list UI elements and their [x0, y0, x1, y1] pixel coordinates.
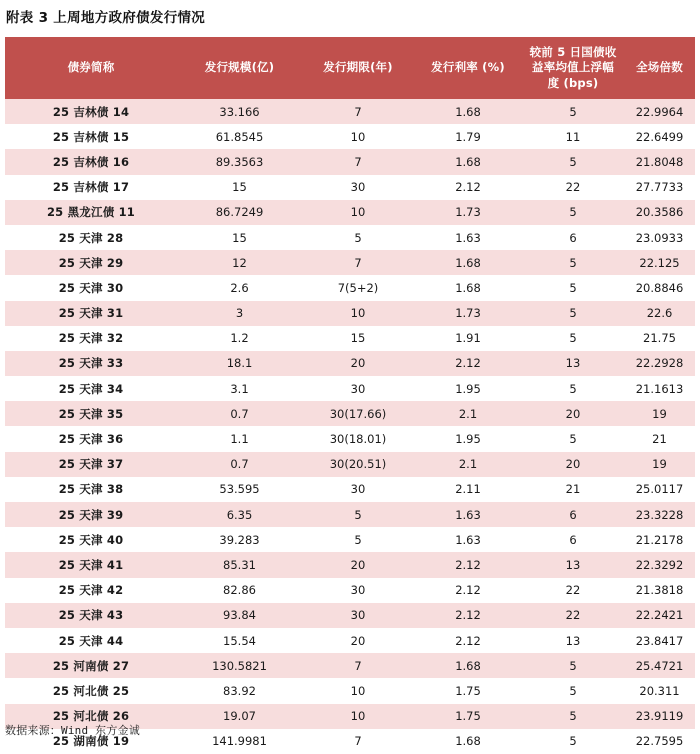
cell-spread: 5 [522, 704, 624, 729]
bond-issuance-table [5, 37, 695, 754]
cell-name: 25 天津 42 [5, 578, 177, 603]
cell-spread: 6 [522, 502, 624, 527]
cell-term: 10 [302, 200, 414, 225]
table-row [5, 149, 695, 174]
table-row [5, 578, 695, 603]
source-note [5, 722, 140, 738]
table-row [5, 678, 695, 703]
cell-spread: 5 [522, 376, 624, 401]
cell-scale: 89.3563 [177, 149, 302, 174]
column-header-line: 债券简称 [67, 60, 115, 75]
column-header-line: 益率均值上浮幅 [532, 60, 614, 75]
cell-name: 25 天津 34 [5, 376, 177, 401]
table-row [5, 628, 695, 653]
cell-scale: 86.7249 [177, 200, 302, 225]
cell-name: 25 天津 43 [5, 603, 177, 628]
cell-multiple: 21.2178 [624, 527, 695, 552]
cell-scale: 83.92 [177, 678, 302, 703]
cell-multiple: 21 [624, 426, 695, 451]
cell-multiple: 22.2421 [624, 603, 695, 628]
cell-term: 10 [302, 678, 414, 703]
table-row [5, 653, 695, 678]
column-header-line: 较前 5 日国债收 [529, 44, 617, 59]
table-row [5, 225, 695, 250]
cell-name: 25 天津 35 [5, 401, 177, 426]
cell-rate: 2.1 [414, 452, 522, 477]
cell-spread: 5 [522, 326, 624, 351]
cell-scale: 3 [177, 301, 302, 326]
cell-scale: 93.84 [177, 603, 302, 628]
cell-spread: 5 [522, 653, 624, 678]
cell-term: 30 [302, 603, 414, 628]
cell-scale: 39.283 [177, 527, 302, 552]
cell-term: 20 [302, 351, 414, 376]
cell-spread: 5 [522, 149, 624, 174]
cell-multiple: 20.8846 [624, 275, 695, 300]
cell-multiple: 25.0117 [624, 477, 695, 502]
cell-scale: 6.35 [177, 502, 302, 527]
figure-caption: 附表 3 上周地方政府债发行情况 [6, 10, 206, 26]
table-row [5, 250, 695, 275]
cell-rate: 1.68 [414, 653, 522, 678]
cell-spread: 22 [522, 175, 624, 200]
cell-term: 5 [302, 502, 414, 527]
cell-rate: 2.1 [414, 401, 522, 426]
column-header-4 [522, 37, 624, 99]
cell-spread: 20 [522, 452, 624, 477]
column-header-line: 发行期限(年) [323, 60, 393, 75]
cell-term: 7 [302, 149, 414, 174]
cell-term: 30 [302, 175, 414, 200]
cell-multiple: 19 [624, 401, 695, 426]
cell-rate: 1.75 [414, 678, 522, 703]
cell-multiple: 23.8417 [624, 628, 695, 653]
cell-multiple: 22.6 [624, 301, 695, 326]
table-row [5, 552, 695, 577]
cell-spread: 13 [522, 628, 624, 653]
column-header-line: 全场倍数 [636, 60, 683, 75]
cell-scale: 0.7 [177, 401, 302, 426]
cell-spread: 5 [522, 200, 624, 225]
column-header-0 [5, 37, 177, 99]
table-row [5, 426, 695, 451]
cell-term: 30(17.66) [302, 401, 414, 426]
cell-term: 10 [302, 704, 414, 729]
cell-multiple: 22.2928 [624, 351, 695, 376]
table-row [5, 452, 695, 477]
cell-rate: 1.68 [414, 729, 522, 754]
cell-term: 5 [302, 527, 414, 552]
cell-multiple: 21.1613 [624, 376, 695, 401]
cell-scale: 19.07 [177, 704, 302, 729]
cell-term: 20 [302, 552, 414, 577]
column-header-2 [302, 37, 414, 99]
cell-scale: 18.1 [177, 351, 302, 376]
cell-scale: 85.31 [177, 552, 302, 577]
cell-term: 7(5+2) [302, 275, 414, 300]
cell-name: 25 天津 30 [5, 275, 177, 300]
column-header-line: 发行利率 (%) [431, 60, 505, 75]
cell-rate: 1.95 [414, 426, 522, 451]
cell-term: 30 [302, 477, 414, 502]
cell-multiple: 22.125 [624, 250, 695, 275]
cell-multiple: 21.75 [624, 326, 695, 351]
cell-term: 10 [302, 301, 414, 326]
cell-rate: 1.73 [414, 301, 522, 326]
cell-name: 25 河北债 25 [5, 678, 177, 703]
cell-scale: 61.8545 [177, 124, 302, 149]
cell-rate: 2.12 [414, 175, 522, 200]
cell-term: 10 [302, 124, 414, 149]
cell-multiple: 19 [624, 452, 695, 477]
table-row [5, 351, 695, 376]
cell-multiple: 21.8048 [624, 149, 695, 174]
cell-term: 20 [302, 628, 414, 653]
table-row [5, 275, 695, 300]
cell-multiple: 27.7733 [624, 175, 695, 200]
cell-spread: 11 [522, 124, 624, 149]
table-row [5, 326, 695, 351]
cell-name: 25 天津 28 [5, 225, 177, 250]
cell-name: 25 天津 29 [5, 250, 177, 275]
cell-scale: 1.2 [177, 326, 302, 351]
column-header-1 [177, 37, 302, 99]
cell-spread: 5 [522, 729, 624, 754]
cell-scale: 141.9981 [177, 729, 302, 754]
cell-scale: 33.166 [177, 99, 302, 124]
cell-term: 30 [302, 376, 414, 401]
cell-rate: 2.11 [414, 477, 522, 502]
cell-spread: 20 [522, 401, 624, 426]
cell-term: 30(18.01) [302, 426, 414, 451]
column-header-3 [414, 37, 522, 99]
cell-term: 5 [302, 225, 414, 250]
cell-multiple: 22.3292 [624, 552, 695, 577]
cell-multiple: 20.3586 [624, 200, 695, 225]
cell-term: 30(20.51) [302, 452, 414, 477]
table-header-row [5, 37, 695, 99]
cell-multiple: 23.9119 [624, 704, 695, 729]
cell-rate: 1.95 [414, 376, 522, 401]
cell-multiple: 20.311 [624, 678, 695, 703]
cell-spread: 5 [522, 426, 624, 451]
table-header [5, 37, 695, 99]
cell-name: 25 吉林债 14 [5, 99, 177, 124]
table-body [5, 99, 695, 754]
table-row [5, 502, 695, 527]
cell-spread: 5 [522, 275, 624, 300]
cell-rate: 1.68 [414, 250, 522, 275]
cell-term: 7 [302, 729, 414, 754]
table-row [5, 301, 695, 326]
cell-rate: 2.12 [414, 552, 522, 577]
column-header-line: 度 (bps) [547, 75, 599, 90]
source-label: 数据来源： [5, 724, 61, 737]
column-header-line: 发行规模(亿) [204, 60, 275, 75]
cell-name: 25 吉林债 17 [5, 175, 177, 200]
cell-term: 30 [302, 578, 414, 603]
cell-spread: 22 [522, 578, 624, 603]
cell-term: 7 [302, 99, 414, 124]
cell-term: 7 [302, 653, 414, 678]
cell-multiple: 21.3818 [624, 578, 695, 603]
cell-name: 25 天津 40 [5, 527, 177, 552]
cell-name: 25 天津 44 [5, 628, 177, 653]
cell-scale: 15.54 [177, 628, 302, 653]
cell-name: 25 天津 33 [5, 351, 177, 376]
column-header-5 [624, 37, 695, 99]
cell-scale: 15 [177, 175, 302, 200]
table-row [5, 175, 695, 200]
cell-name: 25 湖南债 19 [5, 729, 177, 754]
table-row [5, 527, 695, 552]
cell-rate: 1.63 [414, 527, 522, 552]
cell-scale: 12 [177, 250, 302, 275]
table-row [5, 376, 695, 401]
cell-scale: 15 [177, 225, 302, 250]
cell-scale: 82.86 [177, 578, 302, 603]
cell-rate: 2.12 [414, 603, 522, 628]
cell-name: 25 河南债 27 [5, 653, 177, 678]
cell-name: 25 黑龙江债 11 [5, 200, 177, 225]
cell-name: 25 天津 31 [5, 301, 177, 326]
cell-rate: 1.68 [414, 99, 522, 124]
cell-rate: 2.12 [414, 628, 522, 653]
cell-rate: 1.68 [414, 275, 522, 300]
cell-name: 25 天津 39 [5, 502, 177, 527]
table-row [5, 200, 695, 225]
cell-rate: 1.73 [414, 200, 522, 225]
cell-multiple: 23.3228 [624, 502, 695, 527]
cell-scale: 53.595 [177, 477, 302, 502]
cell-term: 15 [302, 326, 414, 351]
cell-name: 25 吉林债 16 [5, 149, 177, 174]
cell-spread: 21 [522, 477, 624, 502]
cell-rate: 2.12 [414, 578, 522, 603]
cell-multiple: 22.9964 [624, 99, 695, 124]
cell-name: 25 天津 37 [5, 452, 177, 477]
cell-multiple: 22.6499 [624, 124, 695, 149]
cell-spread: 13 [522, 552, 624, 577]
cell-name: 25 天津 38 [5, 477, 177, 502]
table-row [5, 603, 695, 628]
table-row [5, 477, 695, 502]
cell-name: 25 河北债 26 [5, 704, 177, 729]
cell-rate: 2.12 [414, 351, 522, 376]
cell-spread: 5 [522, 99, 624, 124]
cell-spread: 22 [522, 603, 624, 628]
cell-rate: 1.68 [414, 149, 522, 174]
cell-spread: 6 [522, 225, 624, 250]
cell-spread: 6 [522, 527, 624, 552]
cell-name: 25 吉林债 15 [5, 124, 177, 149]
cell-spread: 5 [522, 250, 624, 275]
cell-rate: 1.79 [414, 124, 522, 149]
cell-scale: 1.1 [177, 426, 302, 451]
cell-scale: 130.5821 [177, 653, 302, 678]
cell-rate: 1.75 [414, 704, 522, 729]
cell-scale: 2.6 [177, 275, 302, 300]
table-row [5, 401, 695, 426]
table-row [5, 124, 695, 149]
cell-spread: 13 [522, 351, 624, 376]
cell-scale: 0.7 [177, 452, 302, 477]
cell-rate: 1.91 [414, 326, 522, 351]
cell-name: 25 天津 41 [5, 552, 177, 577]
source-text: Wind 东方金诚 [61, 724, 140, 737]
table-row [5, 99, 695, 124]
cell-rate: 1.63 [414, 502, 522, 527]
cell-spread: 5 [522, 301, 624, 326]
cell-multiple: 22.7595 [624, 729, 695, 754]
cell-multiple: 23.0933 [624, 225, 695, 250]
cell-multiple: 25.4721 [624, 653, 695, 678]
cell-spread: 5 [522, 678, 624, 703]
cell-rate: 1.63 [414, 225, 522, 250]
cell-term: 7 [302, 250, 414, 275]
cell-name: 25 天津 36 [5, 426, 177, 451]
bond-issuance-table-container [5, 37, 695, 754]
cell-name: 25 天津 32 [5, 326, 177, 351]
cell-scale: 3.1 [177, 376, 302, 401]
